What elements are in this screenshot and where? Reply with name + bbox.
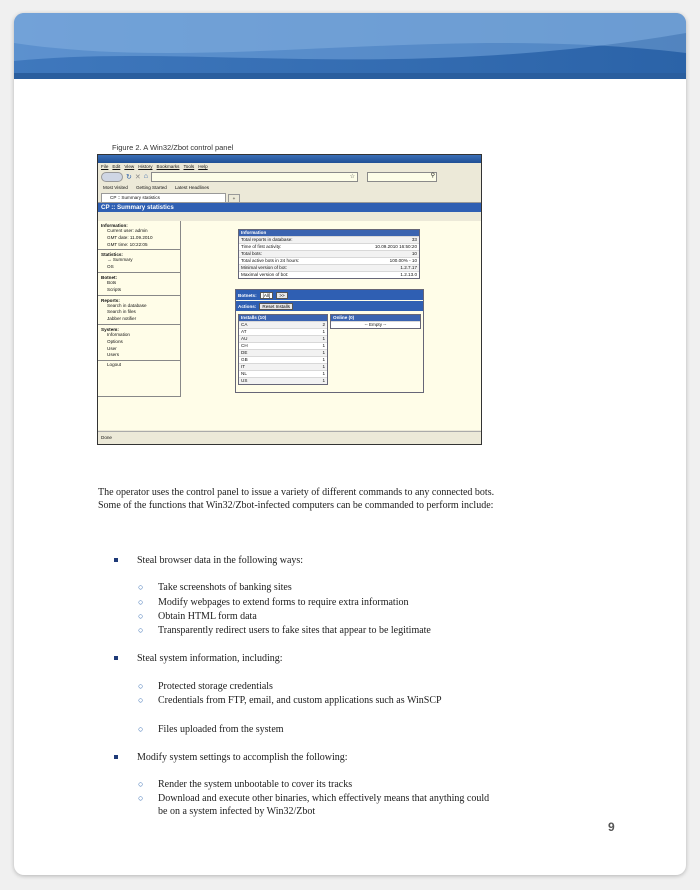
install-row	[239, 335, 327, 342]
botnet-select[interactable]: [All]	[260, 292, 274, 299]
sidebar-statistics-label: Statistics:	[101, 252, 123, 258]
sub-bullet	[138, 792, 498, 818]
info-row	[239, 250, 419, 257]
install-row	[239, 342, 327, 349]
figure-caption: Figure 2. A Win32/Zbot control panel	[112, 143, 234, 152]
menu-file[interactable]: File	[101, 164, 109, 169]
sub-bullet-text: Render the system unbootable to cover its tracks	[158, 779, 353, 790]
circle-bullet-icon: ○	[138, 779, 144, 789]
sub-bullet-text: Download and execute other binaries, which effectively means that anything could be on a system infected by Win32/Zbot	[158, 793, 490, 817]
header-banner	[14, 13, 686, 79]
star-icon[interactable]: ☆	[349, 173, 355, 180]
sub-bullet-text: Modify webpages to extend forms to require extra information	[158, 597, 409, 608]
browser-navbar	[98, 170, 481, 183]
menu-view[interactable]: View	[124, 164, 135, 169]
browser-status-bar: Done	[98, 431, 482, 444]
circle-bullet-icon: ○	[138, 611, 144, 621]
reset-installs-button[interactable]: Reset Installs	[259, 303, 293, 310]
online-table	[330, 314, 421, 329]
sub-bullet-text: Transparently redirect users to fake sites that appear to be legitimate	[158, 625, 431, 636]
circle-bullet-icon: ○	[138, 681, 144, 691]
install-country: US	[241, 378, 248, 383]
sidebar-item-users[interactable]: Users	[107, 352, 119, 358]
sidebar-item-scripts[interactable]: Scripts	[107, 286, 122, 292]
back-forward-button[interactable]	[101, 172, 123, 182]
bookmark-latest-headlines[interactable]: Latest Headlines	[174, 185, 210, 190]
install-row	[239, 328, 327, 335]
install-count: 1	[322, 329, 325, 334]
main-bullet-text: Steal system information, including:	[137, 653, 283, 664]
sidebar-item-user[interactable]: User	[107, 345, 117, 351]
sidebar-item-jabber-notifier[interactable]: Jabber notifier	[107, 316, 137, 322]
sub-bullet	[138, 610, 498, 623]
sidebar-info-user: Current user: admin	[107, 228, 148, 233]
info-row-label: Time of first activity:	[241, 244, 282, 249]
reload-icon[interactable]: ↻	[126, 173, 132, 181]
sub-bullet	[138, 778, 498, 791]
sidebar-item-logout[interactable]: Logout	[107, 362, 122, 368]
install-row	[239, 321, 327, 328]
info-row-label: Total active bots in 24 hours:	[241, 258, 300, 263]
info-row	[239, 264, 419, 271]
browser-menubar	[98, 163, 481, 170]
new-tab-button[interactable]: +	[228, 194, 240, 202]
bookmark-getting-started[interactable]: Getting Started	[135, 185, 167, 190]
sidebar-item-information[interactable]: Information	[107, 331, 130, 337]
menu-edit[interactable]: Edit	[112, 164, 121, 169]
sidebar-info-time: GMT time: 10:22:05	[107, 241, 148, 247]
bookmarks-bar	[98, 183, 481, 192]
info-row-label: Maximal version of bot:	[241, 272, 289, 277]
window-titlebar	[98, 155, 481, 163]
install-count: 2	[322, 322, 325, 327]
square-bullet-icon	[114, 755, 118, 759]
online-empty: -- Empty --	[331, 321, 420, 328]
menu-history[interactable]: History	[138, 164, 153, 169]
sidebar-item-options[interactable]: Options	[107, 338, 123, 344]
sidebar-item-bots[interactable]: Bots	[107, 279, 117, 285]
sidebar-item-search-database[interactable]: Search in database	[107, 302, 147, 308]
tab-strip	[98, 192, 481, 203]
sidebar-reports-label: Reports:	[101, 297, 120, 303]
install-count: 1	[322, 336, 325, 341]
sidebar-item-summary[interactable]: → Summary	[107, 257, 133, 263]
info-row-label: Minimal version of bot:	[241, 265, 287, 270]
botnet-panel	[235, 289, 424, 393]
information-table-header: Information	[239, 230, 419, 236]
address-bar[interactable]	[151, 172, 358, 182]
sidebar-info-date: GMT date: 11.09.2010	[107, 234, 153, 240]
actions-bar	[236, 301, 423, 311]
botnets-bar	[236, 290, 423, 300]
info-row	[239, 243, 419, 250]
main-bullet-text: Steal browser data in the following ways:	[137, 555, 304, 566]
botnet-go-button[interactable]: >>	[276, 292, 287, 299]
install-count: 1	[322, 364, 325, 369]
info-row-value: 1.2.13.0	[400, 272, 417, 277]
panel-title: CP :: Summary statistics	[98, 203, 481, 212]
sub-bullet	[138, 694, 498, 707]
info-row	[239, 257, 419, 264]
info-row	[239, 271, 419, 278]
sidebar-information-label: Information:	[101, 223, 128, 228]
online-table-header: Online (0)	[331, 315, 420, 321]
install-row	[239, 363, 327, 370]
sub-bullet-text: Take screenshots of banking sites	[158, 582, 292, 593]
search-icon[interactable]: ⚲	[430, 172, 435, 179]
actions-label: Actions:	[238, 303, 257, 309]
sidebar-item-os[interactable]: OS	[107, 264, 114, 270]
install-country: DE	[241, 350, 248, 355]
install-country: CA	[241, 322, 248, 327]
install-count: 1	[322, 357, 325, 362]
info-row-value: 100.00% - 10	[389, 258, 417, 263]
install-count: 1	[322, 350, 325, 355]
bookmark-most-visited[interactable]: Most Visited	[103, 185, 128, 190]
circle-bullet-icon: ○	[138, 724, 144, 734]
sub-bullet	[138, 624, 498, 637]
install-row	[239, 377, 327, 384]
menu-help[interactable]: Help	[198, 164, 208, 169]
install-row	[239, 356, 327, 363]
square-bullet-icon	[114, 558, 118, 562]
sub-bullet	[138, 680, 498, 693]
installs-table	[238, 314, 328, 385]
installs-table-header: Installs (10)	[239, 315, 327, 321]
install-row	[239, 370, 327, 377]
menu-tools[interactable]: Tools	[183, 164, 195, 169]
sub-bullet	[138, 581, 498, 594]
circle-bullet-icon: ○	[138, 625, 144, 635]
install-country: AU	[241, 336, 248, 341]
main-bullet-text: Modify system settings to accomplish the following:	[137, 752, 348, 763]
home-icon[interactable]: ⌂	[143, 173, 148, 180]
menu-bookmarks[interactable]: Bookmarks	[156, 164, 180, 169]
sub-bullet-text: Protected storage credentials	[158, 681, 273, 692]
info-row	[239, 236, 419, 243]
install-count: 1	[322, 378, 325, 383]
install-country: AT	[241, 329, 247, 334]
panel-body	[98, 221, 481, 430]
information-table	[238, 229, 420, 279]
info-row-value: 33	[411, 237, 417, 242]
tab-summary-statistics[interactable]: CP :: Summary statistics	[101, 193, 226, 202]
install-count: 1	[322, 371, 325, 376]
botnets-label: Botnets:	[238, 292, 257, 298]
sidebar-system-label: System:	[101, 326, 119, 332]
install-country: IT	[241, 364, 246, 369]
circle-bullet-icon: ○	[138, 597, 144, 607]
page-number: 9	[608, 820, 615, 834]
circle-bullet-icon: ○	[138, 582, 144, 592]
install-country: GB	[241, 357, 248, 362]
square-bullet-icon	[114, 656, 118, 660]
install-row	[239, 349, 327, 356]
sidebar-botnet-label: Botnet:	[101, 274, 118, 280]
zbot-control-panel-screenshot	[97, 154, 482, 445]
info-row-value: 10	[411, 251, 417, 256]
info-row-label: Total bots:	[241, 251, 262, 256]
sub-bullet-text: Credentials from FTP, email, and custom applications such as WinSCP	[158, 695, 442, 706]
sub-bullet	[138, 596, 498, 609]
sidebar-item-search-files[interactable]: Search in files	[107, 309, 136, 315]
sub-bullet-text: Files uploaded from the system	[158, 724, 284, 735]
panel-sidebar	[98, 221, 181, 397]
sub-bullet-text: Obtain HTML form data	[158, 611, 257, 622]
intro-paragraph: The operator uses the control panel to issue a variety of different commands to any connected bots. Some of the functions that Win32/Zbot-infected computers can be commanded to perform include:	[98, 487, 495, 511]
circle-bullet-icon: ○	[138, 695, 144, 705]
install-country: NL	[241, 371, 247, 376]
circle-bullet-icon: ○	[138, 793, 144, 803]
stop-icon[interactable]: ✕	[134, 173, 141, 181]
search-box[interactable]	[367, 172, 437, 182]
sub-bullet	[138, 723, 498, 736]
install-count: 1	[322, 343, 325, 348]
install-country: CH	[241, 343, 248, 348]
info-row-value: 1.2.7.17	[400, 265, 417, 270]
info-row-value: 10.09.2010 16:50:20	[374, 244, 417, 249]
info-row-label: Total reports in database:	[241, 237, 293, 242]
